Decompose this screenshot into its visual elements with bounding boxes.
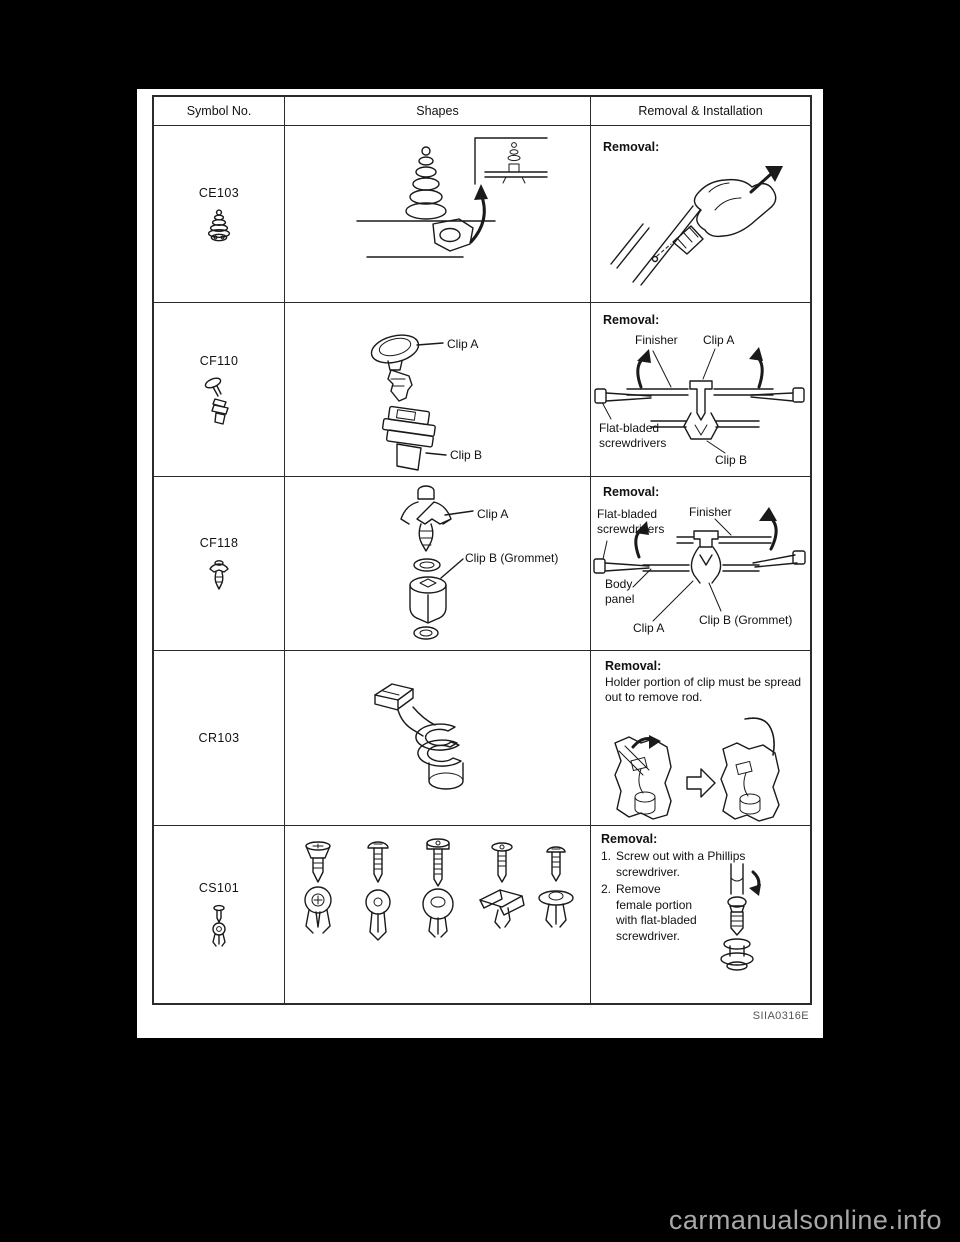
cr103-shape-illustration	[363, 675, 513, 800]
label-clip-b-grommet: Clip B (Grommet)	[699, 613, 793, 627]
removal-title: Removal:	[603, 485, 660, 499]
cf110-shape-illustration	[285, 303, 591, 477]
cs101-removal-illustration	[703, 862, 769, 982]
removal-cell-cf118	[591, 477, 810, 651]
shapes-cell-cs101	[285, 826, 591, 1003]
symbol-code: CR103	[198, 731, 240, 745]
ce103-removal-illustration	[605, 164, 790, 294]
label-clip-b: Clip B	[715, 453, 748, 467]
symbol-cell-cf118	[154, 477, 285, 651]
shapes-cell-cf118	[285, 477, 591, 651]
removal-title: Removal:	[605, 659, 662, 673]
watermark: carmanualsonline.info	[668, 1205, 942, 1235]
removal-title: Removal:	[603, 313, 660, 327]
symbol-cell-cf110	[154, 303, 285, 477]
removal-note: Holder portion of clip must be spread out to remove rod.	[605, 675, 802, 705]
label-clip-a: Clip A	[703, 333, 735, 347]
removal-cell-cf110	[591, 303, 810, 477]
header-symbol-no	[154, 97, 285, 126]
removal-title: Removal:	[603, 140, 660, 154]
label-clip-b-grommet: Clip B (Grommet)	[465, 551, 559, 565]
header-symbol-label: Symbol No.	[186, 104, 252, 118]
label-clip-a: Clip A	[477, 507, 509, 521]
cr103-removal-illustration	[599, 711, 804, 823]
label-finisher: Finisher	[689, 505, 732, 519]
symbol-code: CF118	[199, 536, 239, 550]
symbol-code: CE103	[198, 186, 240, 200]
label-clip-b: Clip B	[450, 448, 483, 462]
label-finisher: Finisher	[635, 333, 678, 347]
ce103-shape-illustration	[323, 134, 553, 296]
step-text: Remove female portion with flat-bladed screwdriver.	[616, 882, 697, 943]
header-removal-label: Removal & Installation	[638, 104, 763, 118]
header-shapes-label: Shapes	[416, 104, 459, 118]
shapes-cell-ce103	[285, 126, 591, 303]
cf110-symbol-icon	[204, 377, 234, 425]
step-text: Screw out with a Phillips screwdriver.	[616, 849, 746, 879]
cf110-removal-illustration	[591, 303, 808, 477]
shapes-cell-cf110	[285, 303, 591, 477]
label-body-panel: Body panel	[605, 577, 635, 606]
cs101-symbol-icon	[209, 904, 229, 948]
removal-cell-ce103	[591, 126, 810, 303]
label-clip-a: Clip A	[633, 621, 665, 635]
shapes-cell-cr103	[285, 651, 591, 826]
figure-code: SIIA0316E	[752, 1010, 809, 1022]
symbol-cell-cs101	[154, 826, 285, 1003]
removal-cell-cr103	[591, 651, 810, 826]
removal-title: Removal:	[601, 832, 658, 846]
symbol-code: CF110	[199, 354, 239, 368]
header-removal-installation	[591, 97, 810, 126]
symbol-code: CS101	[198, 881, 240, 895]
header-shapes	[285, 97, 591, 126]
label-flat-bladed-screwdrivers: Flat-bladed screwdrivers	[599, 421, 667, 450]
removal-cell-cs101	[591, 826, 810, 1003]
clip-table	[152, 95, 812, 1005]
step-number: 2.	[601, 882, 612, 897]
cf118-symbol-icon	[207, 559, 231, 591]
ce103-symbol-icon	[206, 209, 232, 242]
cs101-shape-illustration	[290, 838, 586, 990]
label-clip-a: Clip A	[447, 337, 479, 351]
label-flat-bladed-screwdrivers: Flat-bladed screwdrivers	[597, 507, 665, 536]
symbol-cell-ce103	[154, 126, 285, 303]
manual-page	[137, 89, 823, 1038]
symbol-cell-cr103	[154, 651, 285, 826]
step-number: 1.	[601, 849, 612, 863]
